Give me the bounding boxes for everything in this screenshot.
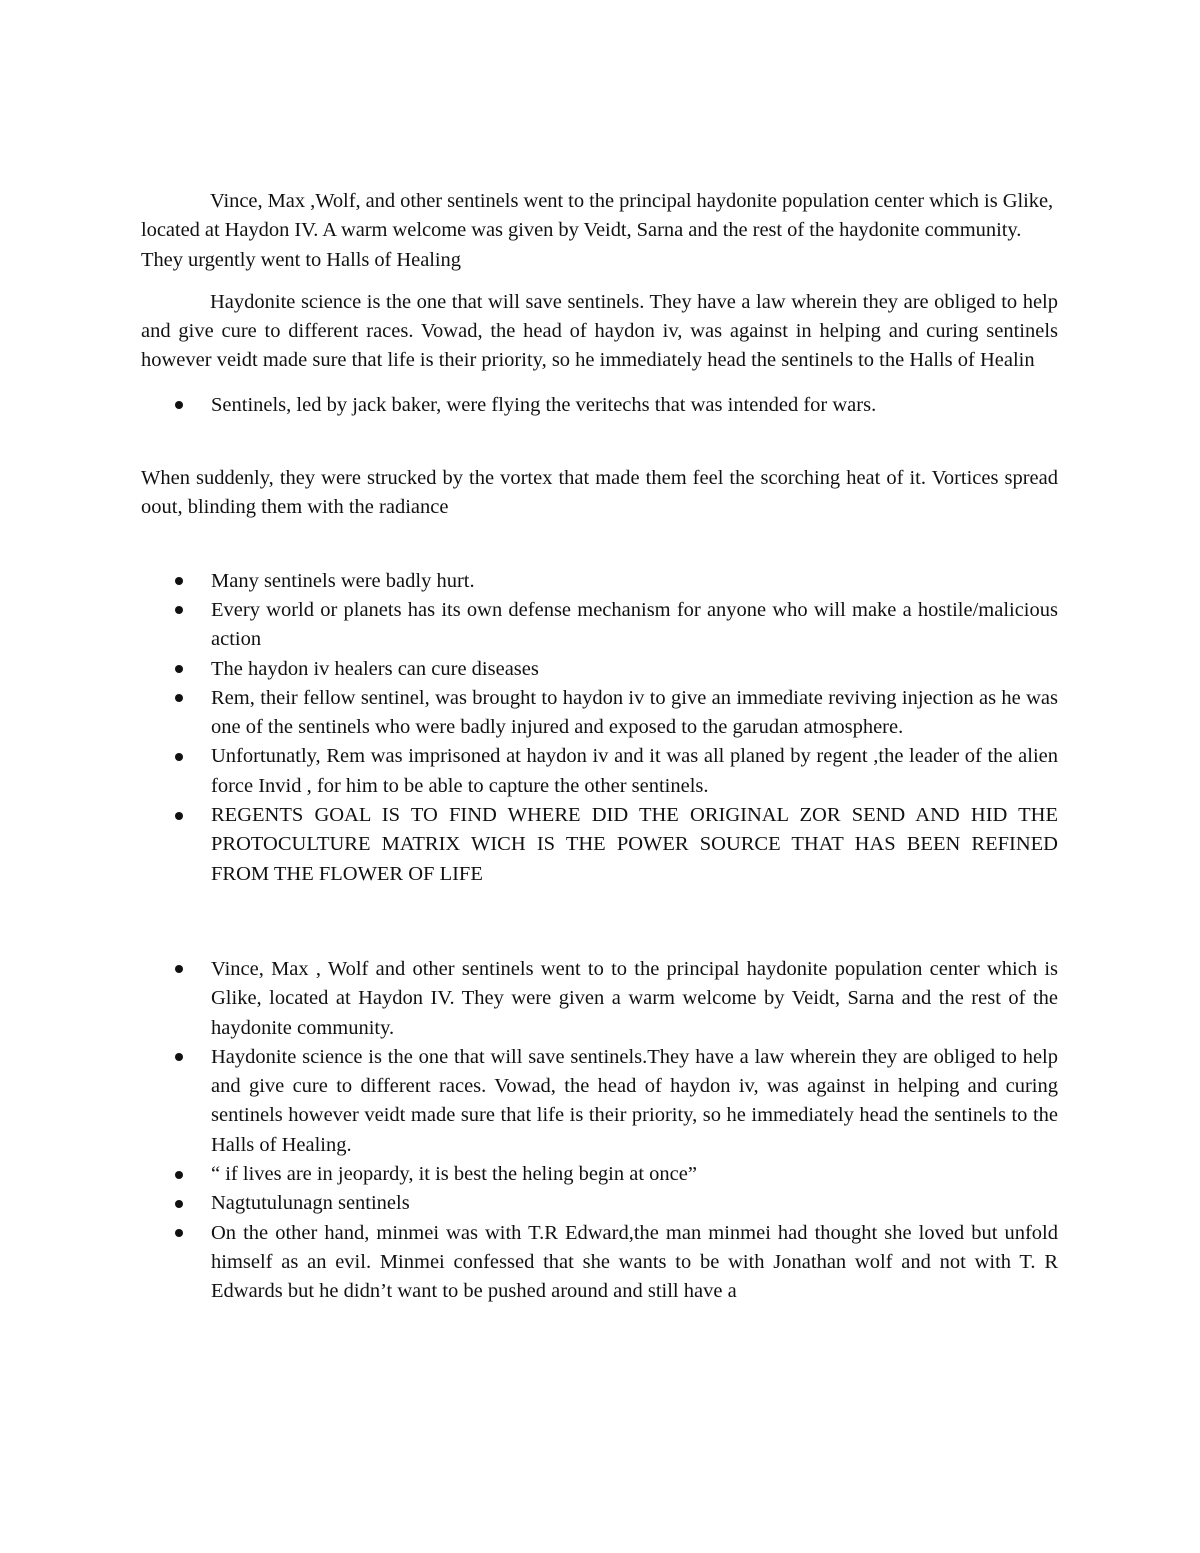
list-item bbox=[141, 1160, 1058, 1189]
list-item-text: Many sentinels were badly hurt. bbox=[211, 569, 475, 592]
list-item-text: Every world or planets has its own defense mechanism for anyone who will make a hostile/malicious action bbox=[211, 598, 1058, 651]
list-item-text: Vince, Max , Wolf and other sentinels went to to the principal haydonite population center which is Glike, located at Haydon IV. They were given a warm welcome by Veidt, Sarna and the rest of the haydonite community. bbox=[211, 957, 1058, 1039]
list-item-text: On the other hand, minmei was with T.R Edward,the man minmei had thought she loved but unfold himself as an evil. Minmei confessed that she wants to be with Jonathan wolf and not with T. R Edwards but he didn’t want to be pushed around and still have a bbox=[211, 1221, 1058, 1303]
list-item bbox=[141, 596, 1058, 655]
paragraph-intro: Vince, Max ,Wolf, and other sentinels went to the principal haydonite population center which is Glike, located at Haydon IV. A warm welcome was given by Veidt, Sarna and the rest of the haydonite community. They urgently went to Halls of Healing bbox=[141, 190, 1054, 271]
list-item-text: “ if lives are in jeopardy, it is best the heling begin at once” bbox=[211, 1163, 697, 1186]
bullet-icon bbox=[175, 965, 183, 973]
list-item bbox=[141, 801, 1058, 889]
list-item-text: Rem, their fellow sentinel, was brought to haydon iv to give an immediate reviving injection as he was one of the sentinels who were badly injured and exposed to the garudan atmosphere. bbox=[211, 686, 1058, 739]
bullet-icon bbox=[175, 753, 183, 761]
list-item-text: Unfortunatly, Rem was imprisoned at haydon iv and it was all planed by regent ,the leader of the alien force Invid , for him to be able to capture the other sentinels. bbox=[211, 745, 1058, 797]
paragraph-vortex: When suddenly, they were strucked by the vortex that made them feel the scorching heat of it. Vortices spread oout, blinding them with the radiance bbox=[141, 467, 1058, 519]
bullet-list-summary bbox=[141, 955, 1058, 1307]
list-item bbox=[141, 742, 1058, 801]
list-item bbox=[141, 655, 1058, 684]
list-item-text: The haydon iv healers can cure diseases bbox=[211, 657, 539, 680]
bullet-list-veritechs bbox=[141, 391, 1058, 420]
bullet-icon bbox=[175, 606, 183, 614]
bullet-icon bbox=[175, 577, 183, 585]
list-item-text: Nagtutulunagn sentinels bbox=[211, 1192, 410, 1215]
list-item-text: Sentinels, led by jack baker, were flying the veritechs that was intended for wars. bbox=[211, 393, 877, 416]
list-item bbox=[141, 567, 1058, 596]
paragraph-haydonite-science: Haydonite science is the one that will save sentinels. They have a law wherein they are obliged to help and give cure to different races. Vowad, the head of haydon iv, was against in helping and curing sentinels however veidt made sure that life is their priority, so he immediately head the sentinels to the Halls of Healin bbox=[141, 290, 1058, 372]
list-item bbox=[141, 1043, 1058, 1160]
bullet-icon bbox=[175, 401, 183, 409]
document-body bbox=[141, 187, 1058, 1307]
list-item bbox=[141, 1189, 1058, 1218]
list-item bbox=[141, 684, 1058, 743]
bullet-icon bbox=[175, 1171, 183, 1179]
bullet-icon bbox=[175, 812, 183, 820]
bullet-icon bbox=[175, 665, 183, 673]
list-item-text: Haydonite science is the one that will save sentinels.They have a law wherein they are obliged to help and give cure to different races. Vowad, the head of haydon iv, was against in helping and curing sentinels however veidt made sure that life is their priority, so he immediately head the sentinels to the Halls of Healing. bbox=[211, 1045, 1058, 1156]
bullet-icon bbox=[175, 1200, 183, 1208]
bullet-icon bbox=[175, 694, 183, 702]
bullet-icon bbox=[175, 1229, 183, 1237]
list-item-text: REGENTS GOAL IS TO FIND WHERE DID THE ORIGINAL ZOR SEND AND HID THE PROTOCULTURE MATRIX WICH IS THE POWER SOURCE THAT HAS BEEN REFINED FROM THE FLOWER OF LIFE bbox=[211, 804, 1058, 885]
list-item bbox=[141, 955, 1058, 1043]
list-item bbox=[141, 1219, 1058, 1307]
bullet-list-events bbox=[141, 567, 1058, 889]
list-item bbox=[141, 391, 1058, 420]
bullet-icon bbox=[175, 1053, 183, 1061]
